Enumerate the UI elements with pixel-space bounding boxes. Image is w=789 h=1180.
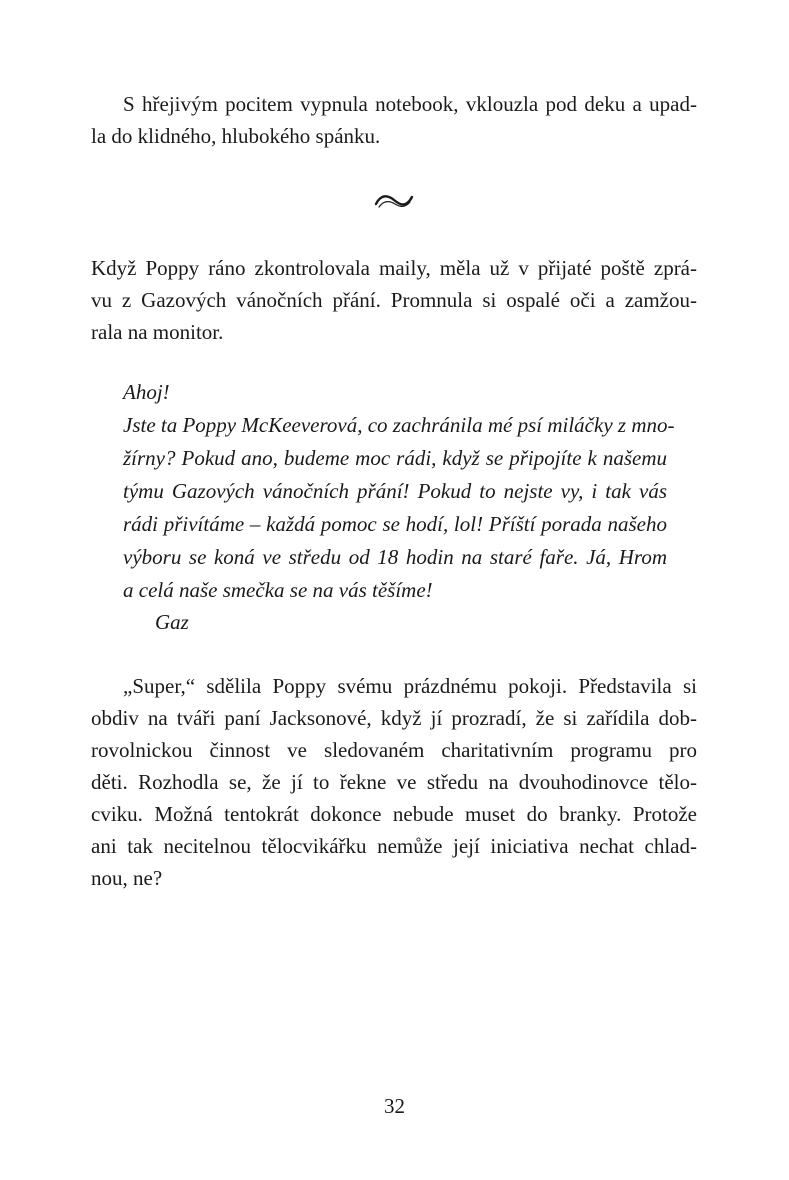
paragraph-3-line-5: cviku. Možná tentokrát dokonce nebude muset do branky. Protože (91, 802, 697, 826)
paragraph-3-line-3: rovolnickou činnost ve sledovaném charitativním programu pro (91, 738, 697, 762)
paragraph-3-line-1: „Super,“ sdělila Poppy svému prázdnému pokoji. Představila si (123, 674, 697, 698)
email-line-1: Jste ta Poppy McKeeverová, co zachránila mé psí miláčky z mno- (123, 413, 675, 437)
paragraph-3-line-6: ani tak necitelnou tělocvikářku nemůže její iniciativa nechat chlad- (91, 834, 697, 858)
email-greeting: Ahoj! (123, 380, 170, 404)
tilde-ornament-icon (372, 190, 416, 212)
paragraph-3-line-4: děti. Rozhodla se, že jí to řekne ve středu na dvouhodinovce tělo- (91, 770, 697, 794)
email-line-3: týmu Gazových vánočních přání! Pokud to nejste vy, i tak vás (123, 479, 667, 503)
email-line-2: žírny? Pokud ano, budeme moc rádi, když se připojíte k našemu (123, 446, 667, 470)
paragraph-3-line-2: obdiv na tváři paní Jacksonové, když jí prozradí, že si zařídila dob- (91, 706, 697, 730)
email-line-4: rádi přivítáme – každá pomoc se hodí, lol! Příští porada našeho (123, 512, 667, 536)
paragraph-2-line-1: Když Poppy ráno zkontrolovala maily, měla už v přijaté poště zprá- (91, 256, 697, 280)
paragraph-1-line-2: la do klidného, hlubokého spánku. (91, 124, 381, 148)
email-signature: Gaz (155, 610, 189, 634)
page-number: 32 (384, 1094, 405, 1118)
paragraph-3-line-7: nou, ne? (91, 866, 163, 890)
paragraph-2-line-2: vu z Gazových vánočních přání. Promnula si ospalé oči a zamžou- (91, 288, 697, 312)
paragraph-2-line-3: rala na monitor. (91, 320, 224, 344)
email-line-5: výboru se koná ve středu od 18 hodin na staré faře. Já, Hrom (123, 545, 667, 569)
paragraph-1-line-1: S hřejivým pocitem vypnula notebook, vklouzla pod deku a upad- (123, 92, 697, 116)
email-line-6: a celá naše smečka se na vás těšíme! (123, 578, 433, 602)
